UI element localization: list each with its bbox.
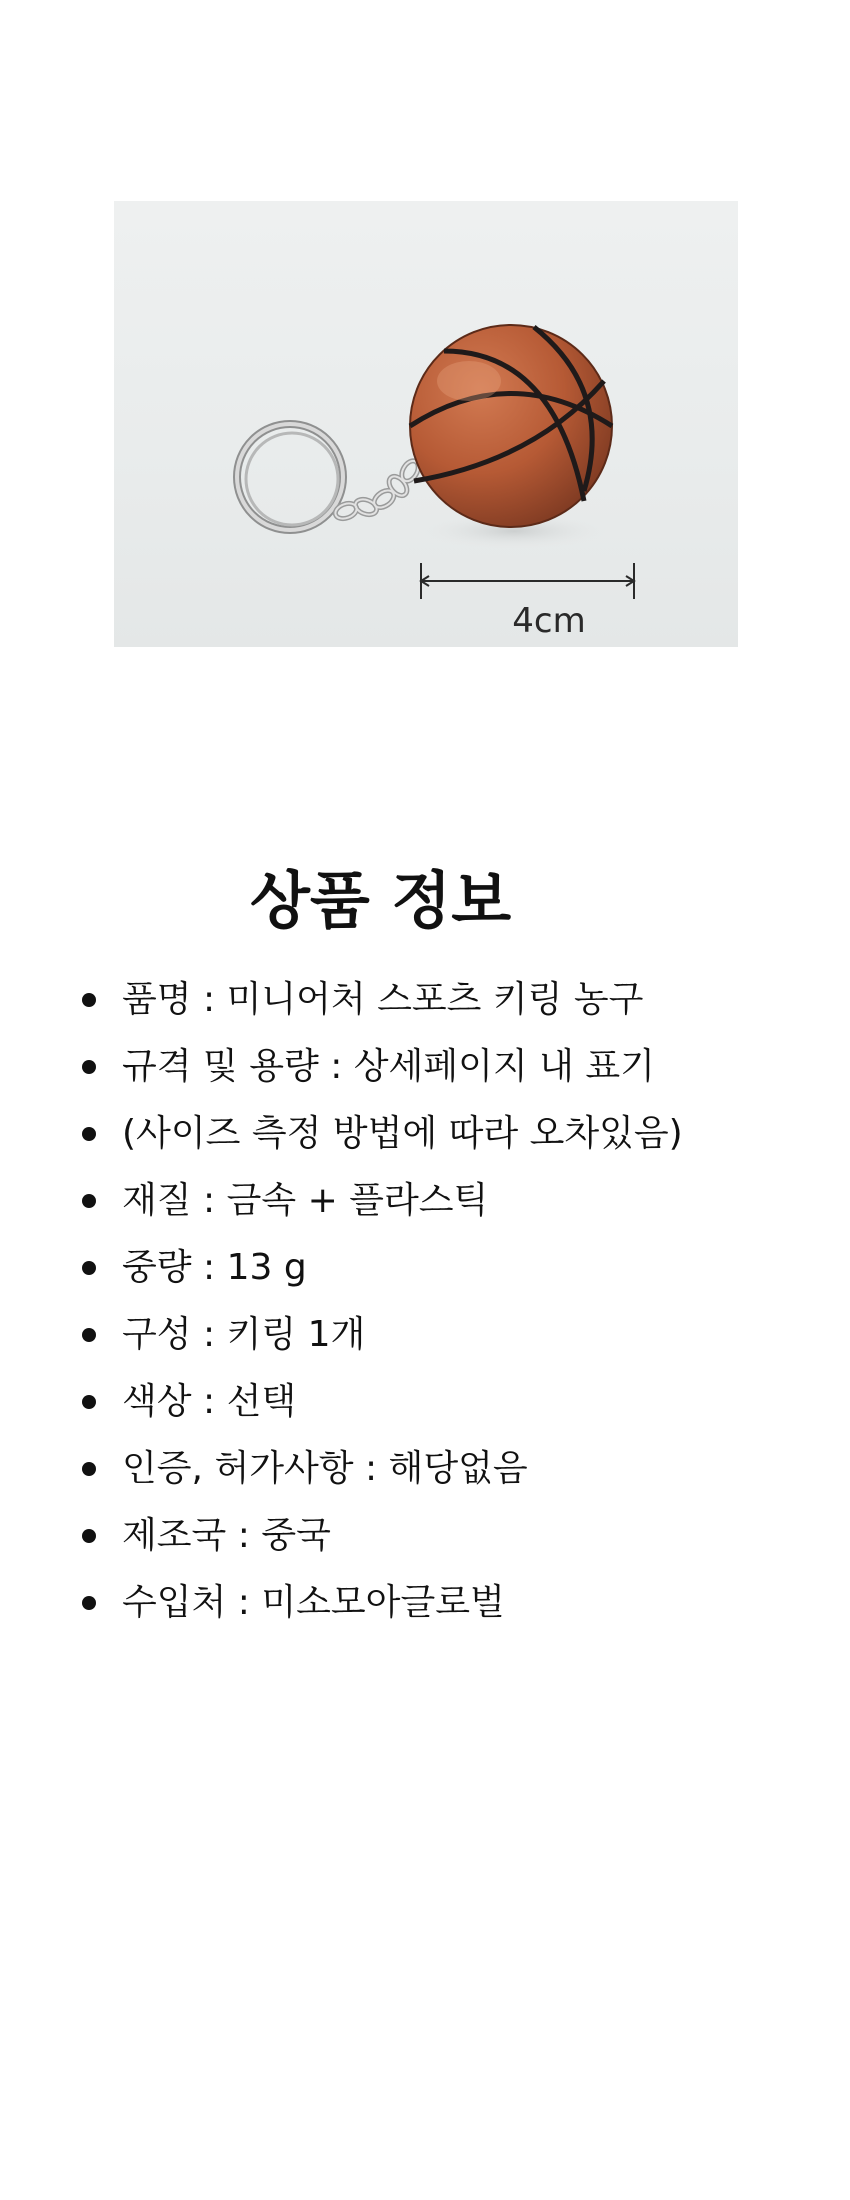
spec-text: 구성 : 키링 1개 <box>122 1314 366 1355</box>
list-item <box>78 1167 818 1234</box>
bullet-icon <box>82 1596 96 1610</box>
spec-text: 색상 : 선택 <box>122 1381 297 1422</box>
spec-text: 규격 및 용량 : 상세페이지 내 표기 <box>122 1046 655 1087</box>
list-item <box>78 1033 818 1100</box>
product-info-title: 상품 정보 <box>250 864 512 937</box>
spec-text: 수입처 : 미소모아글로벌 <box>122 1582 505 1623</box>
bullet-icon <box>82 1127 96 1141</box>
spec-text: 제조국 : 중국 <box>122 1515 331 1556</box>
spec-text: (사이즈 측정 방법에 따라 오차있음) <box>122 1113 683 1154</box>
list-item <box>78 1435 818 1502</box>
key-ring <box>237 424 343 530</box>
bullet-icon <box>82 1261 96 1275</box>
basketball <box>410 325 612 527</box>
bullet-icon <box>82 993 96 1007</box>
bullet-icon <box>82 1328 96 1342</box>
list-item <box>78 1100 818 1167</box>
list-item <box>78 1234 818 1301</box>
bullet-icon <box>82 1462 96 1476</box>
spec-text: 재질 : 금속 + 플라스틱 <box>122 1180 489 1221</box>
list-item <box>78 1301 818 1368</box>
basketball-keyring-illustration <box>114 201 738 647</box>
list-item <box>78 966 818 1033</box>
spec-text: 인증, 허가사항 : 해당없음 <box>122 1448 528 1489</box>
dimension-label: 4cm <box>512 601 586 641</box>
list-item <box>78 1502 818 1569</box>
spec-text: 중량 : 13 g <box>122 1247 307 1288</box>
list-item <box>78 1569 818 1636</box>
bullet-icon <box>82 1060 96 1074</box>
bullet-icon <box>82 1529 96 1543</box>
product-spec-list <box>78 966 818 1636</box>
product-photo <box>114 201 738 647</box>
bullet-icon <box>82 1194 96 1208</box>
dimension-marker <box>421 563 634 599</box>
bullet-icon <box>82 1395 96 1409</box>
spec-text: 품명 : 미니어처 스포츠 키링 농구 <box>122 979 644 1020</box>
keyring-chain <box>333 458 421 521</box>
list-item <box>78 1368 818 1435</box>
